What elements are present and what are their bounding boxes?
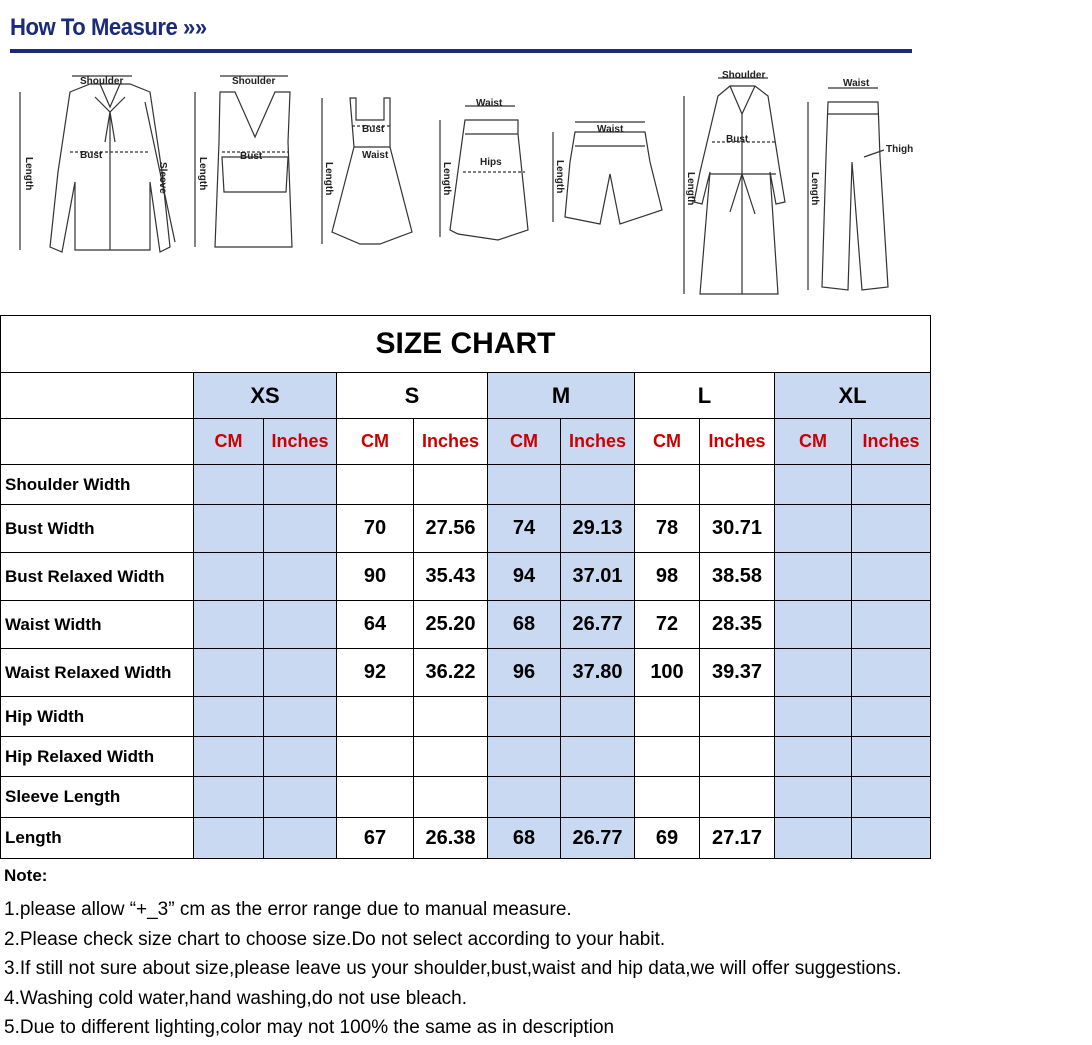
length-label-5: Length (554, 160, 565, 194)
shorts-illustration (553, 122, 662, 224)
waist-label-1: Waist (362, 150, 389, 161)
unit-header-xl-cm: CM (775, 419, 852, 465)
table-cell (775, 649, 852, 697)
table-cell: 39.37 (700, 649, 775, 697)
table-cell (775, 601, 852, 649)
table-cell: 69 (635, 818, 700, 859)
size-header-corner (1, 373, 194, 419)
table-cell: 68 (488, 601, 561, 649)
hips-label: Hips (480, 157, 502, 168)
thigh-label: Thigh (886, 144, 914, 155)
table-cell (414, 697, 488, 737)
table-cell (852, 553, 931, 601)
waist-label-3: Waist (597, 124, 624, 135)
length-label-4: Length (441, 162, 452, 196)
table-cell: 38.58 (700, 553, 775, 601)
table-cell (775, 553, 852, 601)
table-row (1, 465, 931, 505)
waist-label-4: Waist (843, 78, 870, 89)
table-cell (194, 553, 264, 601)
unit-header-l-inches: Inches (700, 419, 775, 465)
table-cell: 96 (488, 649, 561, 697)
table-row (1, 505, 931, 553)
bust-label-3: Bust (362, 124, 385, 135)
notes-section (4, 866, 1089, 1043)
note-item: 4.Washing cold water,hand washing,do not use bleach. (4, 987, 467, 1009)
table-cell (194, 465, 264, 505)
table-cell (635, 737, 700, 777)
row-label: Hip Relaxed Width (1, 737, 194, 777)
table-cell (264, 505, 337, 553)
size-header-xl: XL (775, 373, 931, 419)
waist-label-2: Waist (476, 98, 503, 109)
table-cell: 68 (488, 818, 561, 859)
how-to-measure-title: How To Measure »» (10, 14, 207, 41)
table-row (1, 553, 931, 601)
table-cell (488, 697, 561, 737)
table-cell (414, 737, 488, 777)
table-cell (852, 777, 931, 818)
table-cell (775, 737, 852, 777)
table-row (1, 649, 931, 697)
table-cell (775, 777, 852, 818)
size-chart-title: SIZE CHART (1, 316, 931, 373)
table-cell (700, 737, 775, 777)
row-label: Bust Width (1, 505, 194, 553)
unit-header-l-cm: CM (635, 419, 700, 465)
length-label-3: Length (323, 162, 334, 196)
table-cell (337, 737, 414, 777)
table-cell (194, 777, 264, 818)
table-row (1, 818, 931, 859)
table-cell: 72 (635, 601, 700, 649)
unit-header-m-cm: CM (488, 419, 561, 465)
shoulder-label-1: Shoulder (80, 76, 124, 87)
table-cell (635, 777, 700, 818)
table-cell (852, 818, 931, 859)
table-cell (264, 818, 337, 859)
length-label-1: Length (23, 157, 34, 191)
length-label-2: Length (197, 157, 208, 191)
unit-header-xs-inches: Inches (264, 419, 337, 465)
bust-label-2: Bust (240, 151, 263, 162)
table-cell (488, 777, 561, 818)
table-cell: 29.13 (561, 505, 635, 553)
table-cell: 26.77 (561, 818, 635, 859)
table-cell (775, 465, 852, 505)
table-cell: 90 (337, 553, 414, 601)
table-cell: 28.35 (700, 601, 775, 649)
table-cell (700, 465, 775, 505)
table-cell (264, 697, 337, 737)
table-cell (414, 777, 488, 818)
table-cell (264, 649, 337, 697)
size-header-xs: XS (194, 373, 337, 419)
table-cell (194, 601, 264, 649)
table-cell (194, 649, 264, 697)
row-label: Shoulder Width (1, 465, 194, 505)
table-cell (852, 697, 931, 737)
row-label: Waist Width (1, 601, 194, 649)
table-cell: 27.17 (700, 818, 775, 859)
table-cell (561, 737, 635, 777)
skirt-illustration (440, 106, 528, 240)
table-cell: 37.80 (561, 649, 635, 697)
table-row (1, 697, 931, 737)
table-cell (775, 818, 852, 859)
table-cell: 26.77 (561, 601, 635, 649)
length-label-6: Length (685, 172, 696, 206)
measurement-illustrations (0, 62, 930, 302)
table-cell (561, 465, 635, 505)
table-cell (264, 601, 337, 649)
table-cell (852, 465, 931, 505)
row-label: Waist Relaxed Width (1, 649, 194, 697)
note-item: 1.please allow “+_3” cm as the error range due to manual measure. (4, 899, 572, 920)
table-cell: 35.43 (414, 553, 488, 601)
bust-label-1: Bust (80, 150, 103, 161)
unit-header-xs-cm: CM (194, 419, 264, 465)
sleeve-label: Sleeve (157, 162, 168, 194)
header-divider (10, 49, 912, 53)
coat-illustration (684, 78, 785, 294)
table-cell: 78 (635, 505, 700, 553)
row-label: Hip Width (1, 697, 194, 737)
table-cell (264, 465, 337, 505)
table-cell: 92 (337, 649, 414, 697)
note-item: 2.Please check size chart to choose size.Do not select according to your habit. (4, 928, 666, 950)
table-cell (264, 553, 337, 601)
table-cell (488, 465, 561, 505)
table-cell (488, 737, 561, 777)
table-cell (194, 737, 264, 777)
table-cell (561, 777, 635, 818)
row-label: Length (1, 818, 194, 859)
table-cell (700, 697, 775, 737)
size-chart-body (1, 465, 931, 859)
unit-header-xl-inches: Inches (852, 419, 931, 465)
table-cell (775, 505, 852, 553)
table-cell (852, 601, 931, 649)
table-cell: 26.38 (414, 818, 488, 859)
table-cell (194, 818, 264, 859)
table-cell (264, 737, 337, 777)
bust-label-4: Bust (726, 134, 749, 145)
how-to-measure-header (10, 10, 912, 54)
row-label: Bust Relaxed Width (1, 553, 194, 601)
row-label: Sleeve Length (1, 777, 194, 818)
table-cell: 25.20 (414, 601, 488, 649)
size-header-m: M (488, 373, 635, 419)
size-chart-table (0, 315, 931, 859)
garment-diagrams (0, 62, 930, 302)
table-cell (194, 697, 264, 737)
table-cell (635, 697, 700, 737)
dress-illustration (322, 98, 412, 244)
table-cell (337, 777, 414, 818)
table-cell: 100 (635, 649, 700, 697)
table-cell: 98 (635, 553, 700, 601)
shoulder-label-3: Shoulder (722, 70, 766, 81)
size-header-s: S (337, 373, 488, 419)
table-cell: 70 (337, 505, 414, 553)
table-row (1, 737, 931, 777)
table-cell (337, 697, 414, 737)
table-cell (414, 465, 488, 505)
table-cell: 27.56 (414, 505, 488, 553)
table-cell: 74 (488, 505, 561, 553)
table-cell (264, 777, 337, 818)
shoulder-label-2: Shoulder (232, 76, 276, 87)
table-cell (561, 697, 635, 737)
table-row (1, 601, 931, 649)
table-cell: 30.71 (700, 505, 775, 553)
unit-header-s-cm: CM (337, 419, 414, 465)
unit-header-m-inches: Inches (561, 419, 635, 465)
blouse-illustration (20, 76, 175, 252)
unit-header-corner (1, 419, 194, 465)
table-cell (852, 737, 931, 777)
notes-title: Note: (4, 866, 48, 885)
table-cell (635, 465, 700, 505)
table-cell: 94 (488, 553, 561, 601)
note-item: 5.Due to different lighting,color may not 100% the same as in description (4, 1017, 615, 1038)
table-cell: 36.22 (414, 649, 488, 697)
table-cell: 37.01 (561, 553, 635, 601)
length-label-7: Length (809, 172, 820, 206)
table-cell: 67 (337, 818, 414, 859)
table-cell (700, 777, 775, 818)
table-row (1, 777, 931, 818)
table-cell (852, 649, 931, 697)
table-cell (337, 465, 414, 505)
table-cell (194, 505, 264, 553)
unit-header-s-inches: Inches (414, 419, 488, 465)
table-cell (852, 505, 931, 553)
note-item: 3.If still not sure about size,please leave us your shoulder,bust,waist and hip data,we will offer suggestions. (4, 958, 902, 979)
table-cell: 64 (337, 601, 414, 649)
size-header-l: L (635, 373, 775, 419)
table-cell (775, 697, 852, 737)
